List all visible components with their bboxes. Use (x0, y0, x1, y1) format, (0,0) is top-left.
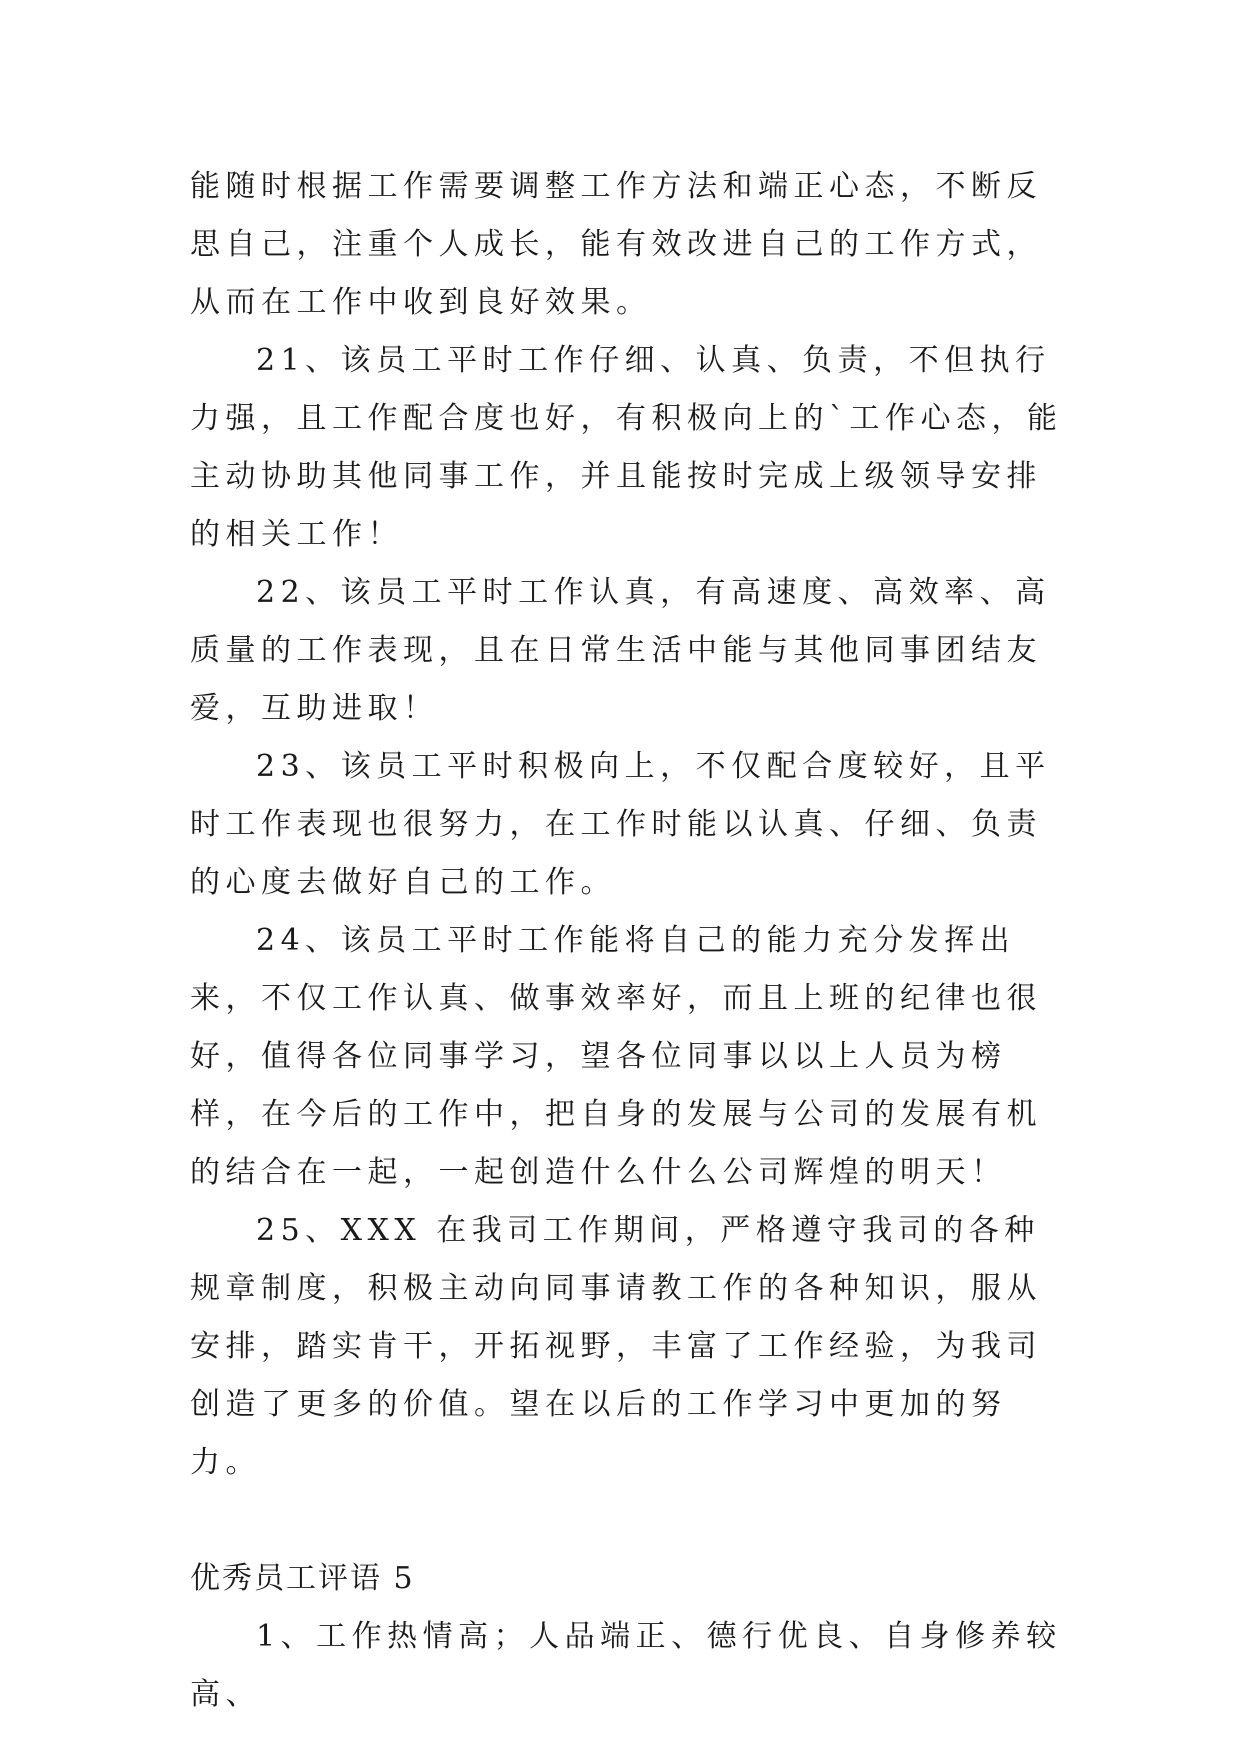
paragraph-item-22: 22、该员工平时工作认真，有高速度、高效率、高质量的工作表现，且在日常生活中能与其他同事团结友爱，互助进取！ (190, 575, 1051, 726)
paragraph-item-21: 21、该员工平时工作仔细、认真、负责，不但执行力强，且工作配合度也好，有积极向上的`工作心态，能主动协助其他同事工作，并且能按时完成上级领导安排的相关工作！ (190, 343, 1063, 552)
paragraph-item-24: 24、该员工平时工作能将自己的能力充分发挥出来，不仅工作认真、做事效率好，而且上班的纪律也很好，值得各位同事学习，望各位同事以以上人员为榜样，在今后的工作中，把自身的发展与公司的发展有机的结合在一起，一起创造什么什么公司辉煌的明天！ (190, 923, 1042, 1190)
paragraph-continuation: 能随时根据工作需要调整工作方法和端正心态，不断反思自己，注重个人成长，能有效改进自己的工作方式，从而在工作中收到良好效果。 (190, 169, 1042, 320)
document-body (190, 158, 1070, 1724)
section-heading: 优秀员工评语 5 (190, 1561, 415, 1596)
paragraph-item-23: 23、该员工平时积极向上，不仅配合度较好，且平时工作表现也很努力，在工作时能以认真、仔细、负责的心度去做好自己的工作。 (190, 749, 1051, 900)
section-paragraph-item-1: 1、工作热情高；人品端正、德行优良、自身修养较高、 (190, 1619, 1062, 1712)
paragraph-item-25: 25、XXX 在我司工作期间，严格遵守我司的各种规章制度，积极主动向同事请教工作的各种知识，服从安排，踏实肯干，开拓视野，丰富了工作经验，为我司创造了更多的价值。望在以后的工作学习中更加的努力。 (190, 1213, 1042, 1480)
